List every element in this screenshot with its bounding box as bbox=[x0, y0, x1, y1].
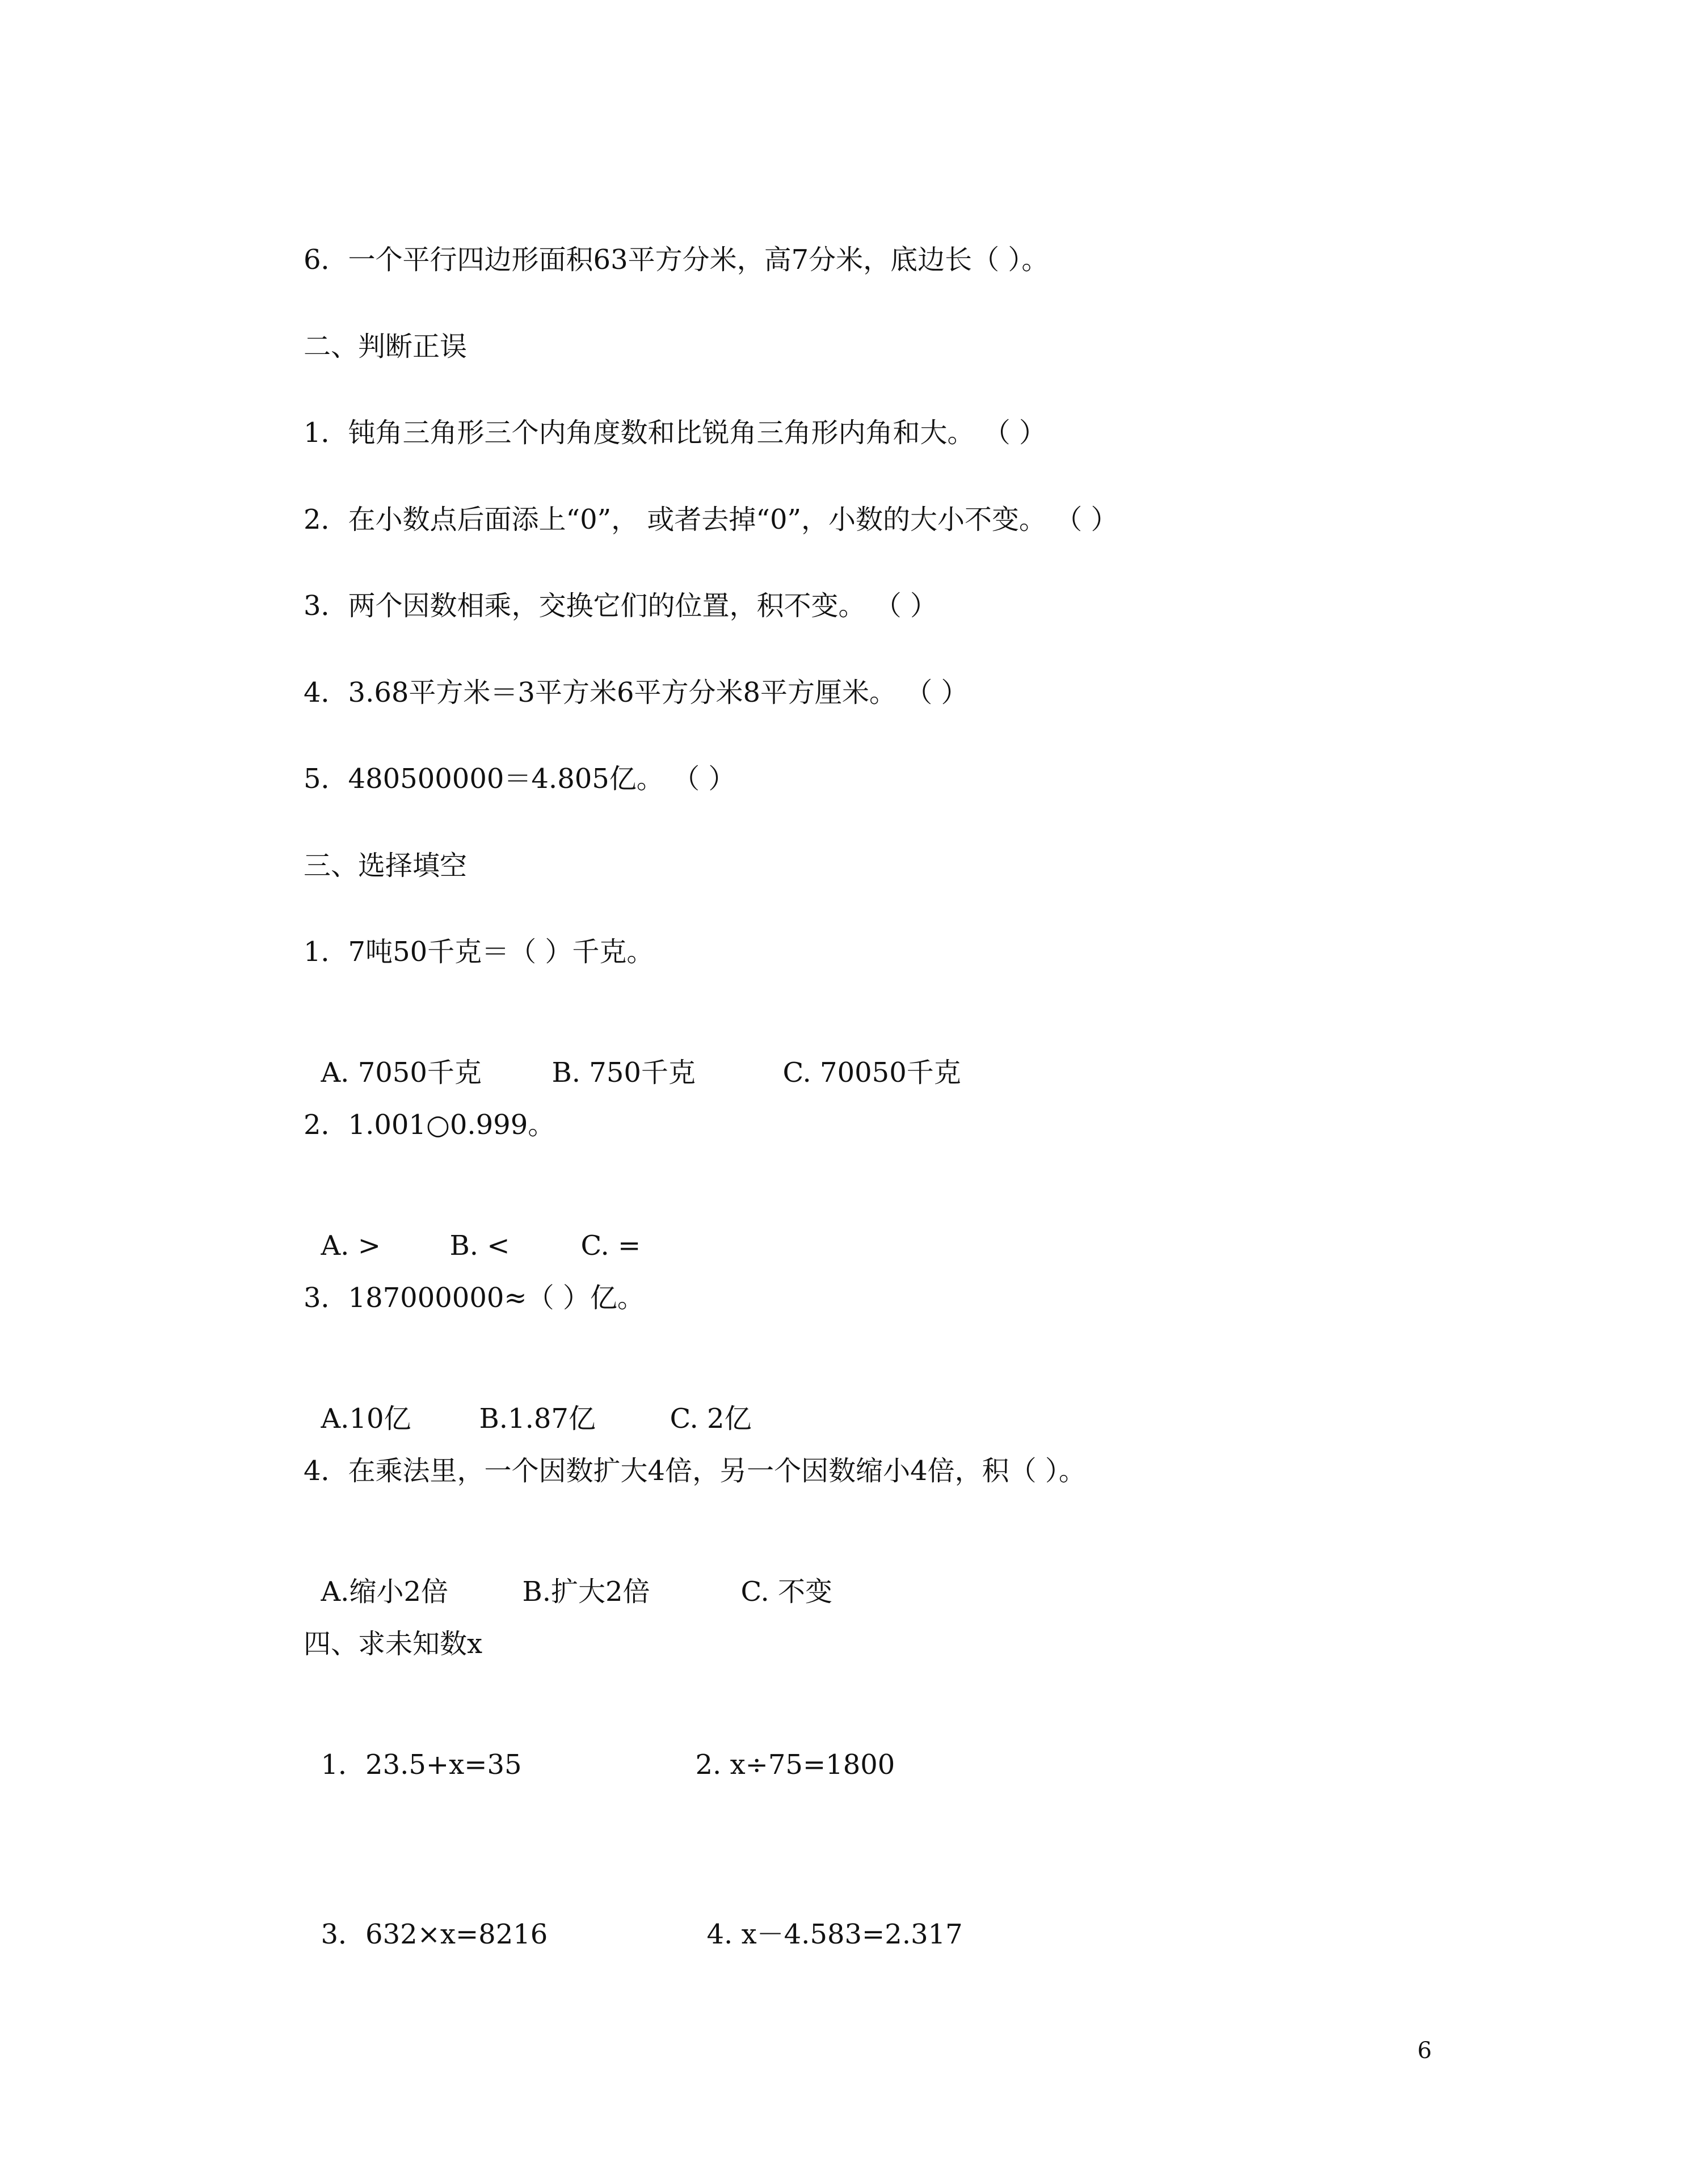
true-false-item-5: 5．480500000＝4.805亿。 （ ） bbox=[304, 763, 736, 795]
fill-blank-question-6: 6．一个平行四边形面积63平方分米，高7分米，底边长（ ）。 bbox=[304, 244, 1049, 276]
choice-options-1 bbox=[304, 1022, 961, 1090]
equation-1: 1．23.5+x=35 bbox=[321, 1749, 522, 1781]
section-title-solve-x: 四、求未知数x bbox=[304, 1628, 483, 1660]
true-false-item-4: 4．3.68平方米＝3平方米6平方分米8平方厘米。 （ ） bbox=[304, 677, 969, 709]
choice-question-3: 3．187000000≈（ ）亿。 bbox=[304, 1282, 645, 1314]
option-c: C. 70050千克 bbox=[782, 1057, 961, 1089]
option-c: C. 2亿 bbox=[670, 1403, 752, 1435]
choice-options-3 bbox=[304, 1368, 752, 1436]
equation-row-1 bbox=[304, 1714, 895, 1782]
equation-2: 2. x÷75=1800 bbox=[695, 1749, 895, 1781]
choice-options-4 bbox=[304, 1541, 832, 1609]
section-title-multiple-choice: 三、选择填空 bbox=[304, 850, 468, 882]
choice-options-2 bbox=[304, 1195, 641, 1263]
option-b: B.扩大2倍 bbox=[522, 1576, 650, 1608]
option-a: A.缩小2倍 bbox=[321, 1576, 448, 1608]
choice-question-2: 2．1.001○0.999。 bbox=[304, 1109, 555, 1141]
true-false-item-3: 3．两个因数相乘，交换它们的位置，积不变。 （ ） bbox=[304, 590, 938, 622]
true-false-item-1: 1．钝角三角形三个内角度数和比锐角三角形内角和大。 （ ） bbox=[304, 417, 1047, 449]
option-a: A. > bbox=[321, 1230, 381, 1262]
equation-3: 3．632×x=8216 bbox=[321, 1919, 548, 1950]
choice-question-4: 4．在乘法里，一个因数扩大4倍，另一个因数缩小4倍，积（ ）。 bbox=[304, 1455, 1086, 1487]
true-false-item-2: 2．在小数点后面添上“0”， 或者去掉“0”，小数的大小不变。 （ ） bbox=[304, 504, 1118, 536]
equation-4: 4. x－4.583=2.317 bbox=[706, 1919, 963, 1950]
section-title-true-false: 二、判断正误 bbox=[304, 331, 468, 362]
option-b: B. < bbox=[449, 1230, 510, 1262]
option-a: A. 7050千克 bbox=[321, 1057, 482, 1089]
choice-question-1: 1．7吨50千克＝（ ）千克。 bbox=[304, 936, 654, 968]
option-b: B. 750千克 bbox=[552, 1057, 696, 1089]
option-c: C. 不变 bbox=[740, 1576, 833, 1608]
option-b: B.1.87亿 bbox=[479, 1403, 596, 1435]
page-number: 6 bbox=[1417, 2038, 1432, 2064]
equation-row-2 bbox=[304, 1883, 963, 1951]
option-c: C. = bbox=[580, 1230, 641, 1262]
option-a: A.10亿 bbox=[321, 1403, 411, 1435]
